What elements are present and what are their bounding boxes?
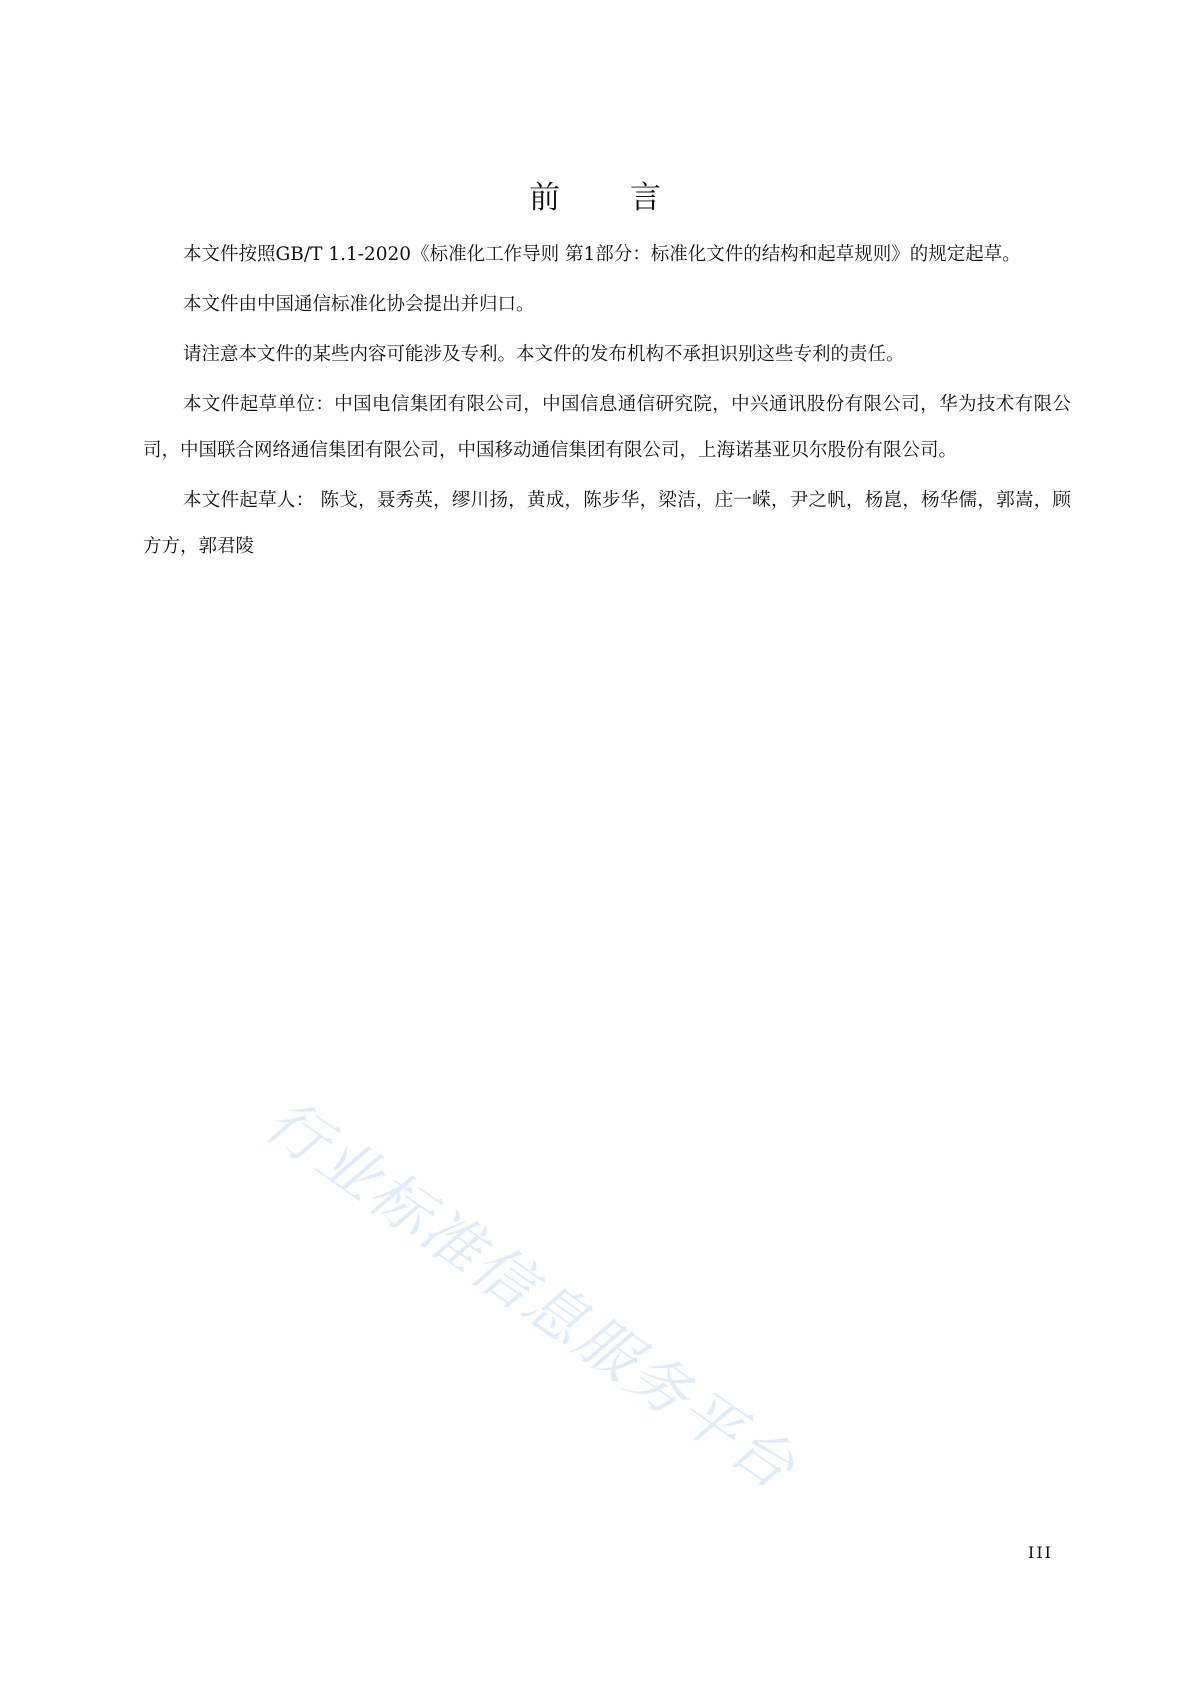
page-number: III	[1028, 1543, 1053, 1562]
paragraph-drafting-rules: 本文件按照GB/T 1.1-2020《标准化工作导则 第1部分：标准化文件的结构和起草规则》的规定起草。	[183, 244, 1021, 265]
paragraph-drafters: 本文件起草人： 陈戈，聂秀英，缪川扬，黄成，陈步华，梁洁，庄一嵘，尹之帆，杨崑，杨华儒，郭嵩，顾方方，郭君陵	[143, 490, 1071, 557]
page-title: 前 言	[529, 180, 691, 216]
paragraph-proposer: 本文件由中国通信标准化协会提出并归口。	[183, 294, 535, 315]
watermark-text: 行业标准信息服务平台	[252, 1085, 809, 1505]
paragraph-drafting-units: 本文件起草单位：中国电信集团有限公司，中国信息通信研究院，中兴通讯股份有限公司，华为技术有限公司，中国联合网络通信集团有限公司，中国移动通信集团有限公司，上海诺基亚贝尔股份有限公司。	[143, 394, 1071, 461]
body-text	[143, 232, 1071, 574]
paragraph-patent-notice: 请注意本文件的某些内容可能涉及专利。本文件的发布机构不承担识别这些专利的责任。	[183, 344, 905, 365]
